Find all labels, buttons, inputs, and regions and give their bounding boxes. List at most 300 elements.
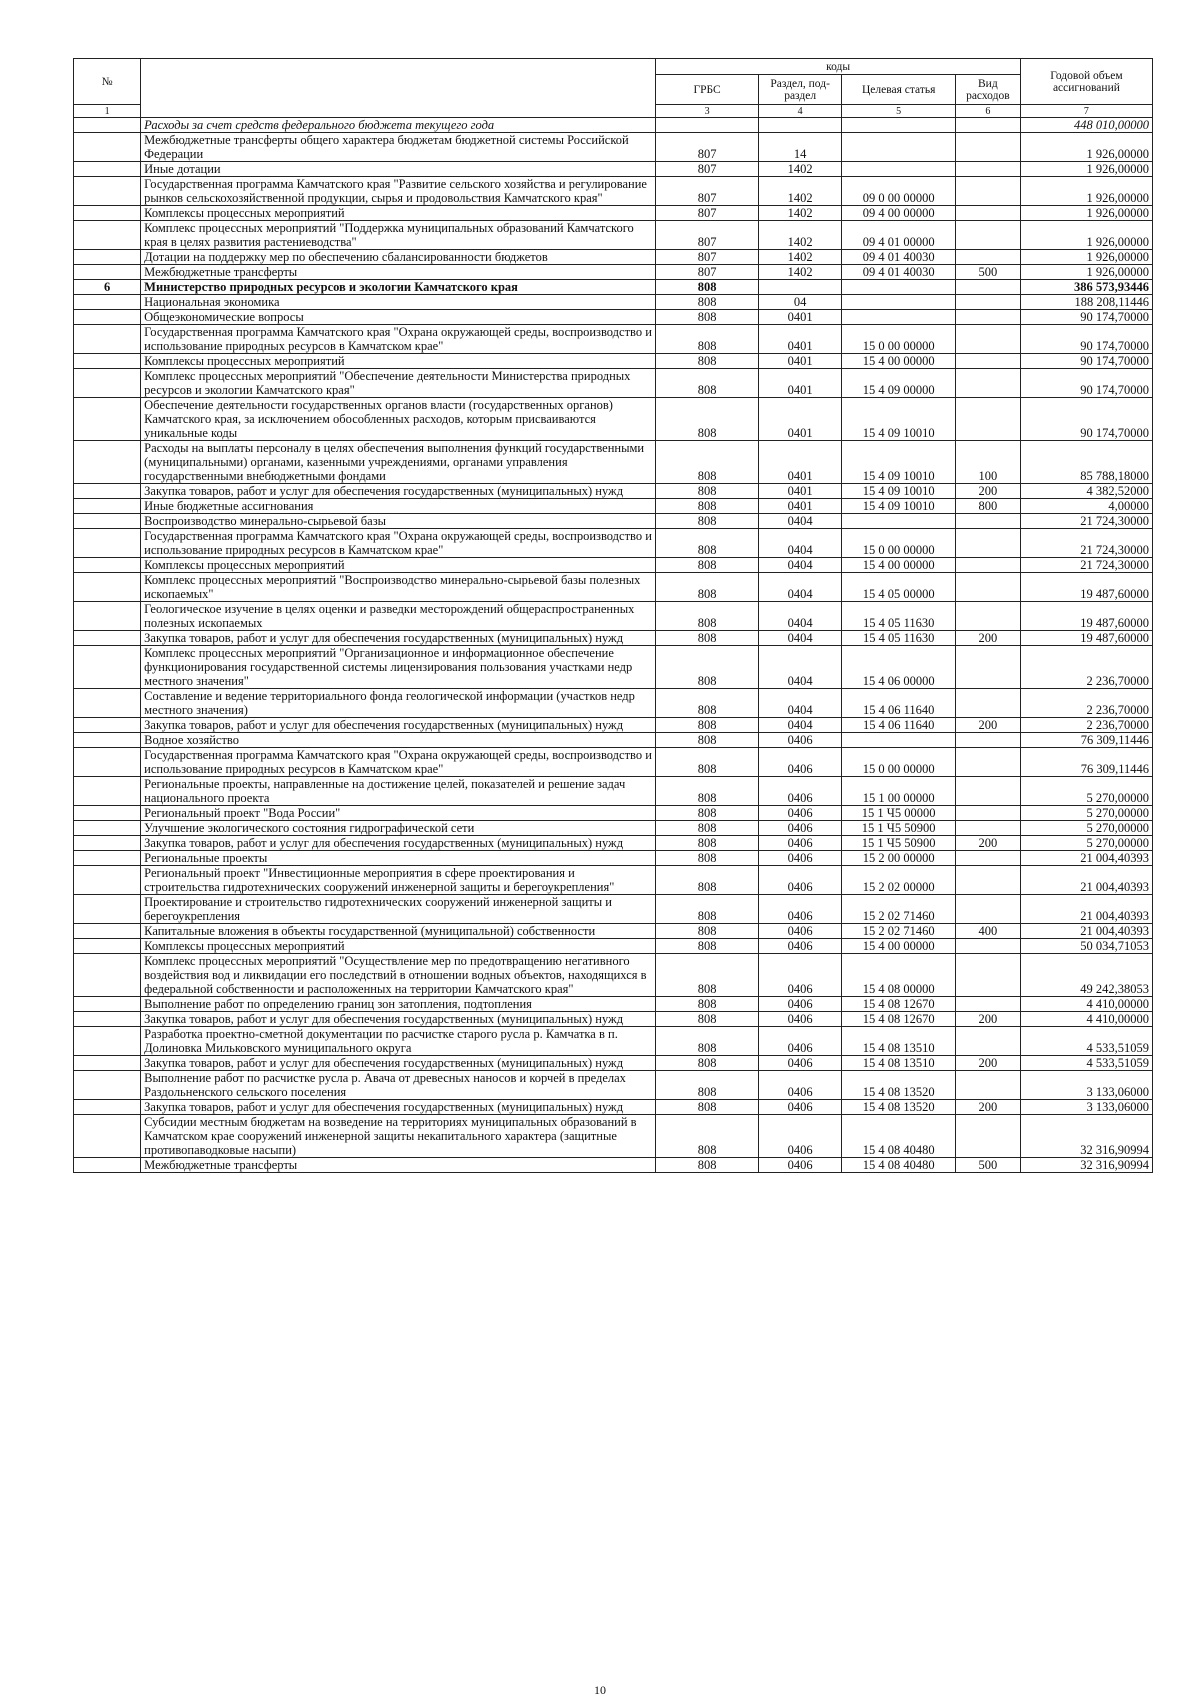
row-target-cell: 15 1 Ч5 50900 <box>842 836 955 851</box>
row-type-cell <box>955 821 1020 836</box>
table-row <box>74 162 1153 177</box>
row-grbs-cell: 808 <box>656 369 758 398</box>
row-type-cell: 200 <box>955 1012 1020 1027</box>
row-num-cell <box>74 1158 141 1173</box>
row-type-cell <box>955 997 1020 1012</box>
row-section-cell: 1402 <box>758 221 842 250</box>
row-section-cell: 0406 <box>758 895 842 924</box>
row-num-cell <box>74 851 141 866</box>
row-grbs-cell: 807 <box>656 162 758 177</box>
row-amount-cell: 448 010,00000 <box>1020 118 1152 133</box>
row-target-cell <box>842 310 955 325</box>
row-amount-cell: 76 309,11446 <box>1020 748 1152 777</box>
row-target-cell: 15 2 02 00000 <box>842 866 955 895</box>
row-type-cell <box>955 866 1020 895</box>
row-grbs-cell: 808 <box>656 689 758 718</box>
row-section-cell: 0406 <box>758 1115 842 1158</box>
header-num: № <box>74 59 141 105</box>
row-grbs-cell: 808 <box>656 310 758 325</box>
table-row <box>74 866 1153 895</box>
row-name-cell: Межбюджетные трансферты <box>141 265 656 280</box>
header-grbs: ГРБС <box>656 75 758 105</box>
row-name-cell: Закупка товаров, работ и услуг для обеспечения государственных (муниципальных) нужд <box>141 836 656 851</box>
row-name-cell: Составление и ведение территориального фонда геологической информации (участков недр местного значения) <box>141 689 656 718</box>
row-type-cell: 200 <box>955 1056 1020 1071</box>
row-name-cell: Водное хозяйство <box>141 733 656 748</box>
table-row <box>74 118 1153 133</box>
row-type-cell <box>955 748 1020 777</box>
row-num-cell <box>74 206 141 221</box>
row-target-cell: 15 4 08 12670 <box>842 997 955 1012</box>
table-row <box>74 1027 1153 1056</box>
row-amount-cell: 1 926,00000 <box>1020 133 1152 162</box>
row-type-cell <box>955 177 1020 206</box>
table-row <box>74 177 1153 206</box>
row-amount-cell: 2 236,70000 <box>1020 646 1152 689</box>
row-name-cell: Региональные проекты <box>141 851 656 866</box>
row-section-cell: 0406 <box>758 1071 842 1100</box>
row-target-cell: 15 4 08 13510 <box>842 1056 955 1071</box>
row-section-cell: 0406 <box>758 954 842 997</box>
row-target-cell: 15 4 05 11630 <box>842 602 955 631</box>
row-amount-cell: 5 270,00000 <box>1020 777 1152 806</box>
row-num-cell <box>74 924 141 939</box>
column-number: 5 <box>842 105 955 118</box>
row-amount-cell: 49 242,38053 <box>1020 954 1152 997</box>
row-num-cell <box>74 133 141 162</box>
table-row <box>74 514 1153 529</box>
row-grbs-cell: 808 <box>656 1115 758 1158</box>
row-type-cell <box>955 354 1020 369</box>
row-num-cell <box>74 866 141 895</box>
row-grbs-cell: 808 <box>656 997 758 1012</box>
row-type-cell: 200 <box>955 1100 1020 1115</box>
row-amount-cell: 21 004,40393 <box>1020 851 1152 866</box>
row-num-cell: 6 <box>74 280 141 295</box>
table-row <box>74 221 1153 250</box>
row-target-cell: 09 0 00 00000 <box>842 177 955 206</box>
row-type-cell: 200 <box>955 718 1020 733</box>
row-type-cell <box>955 895 1020 924</box>
row-grbs-cell: 808 <box>656 398 758 441</box>
row-type-cell <box>955 851 1020 866</box>
row-target-cell: 15 4 06 11640 <box>842 718 955 733</box>
row-num-cell <box>74 939 141 954</box>
table-header <box>74 59 1153 118</box>
table-row <box>74 398 1153 441</box>
row-grbs-cell: 808 <box>656 1158 758 1173</box>
row-target-cell: 09 4 01 40030 <box>842 265 955 280</box>
row-section-cell: 0401 <box>758 484 842 499</box>
row-target-cell <box>842 162 955 177</box>
row-grbs-cell: 808 <box>656 939 758 954</box>
row-amount-cell: 85 788,18000 <box>1020 441 1152 484</box>
row-num-cell <box>74 1027 141 1056</box>
table-row <box>74 558 1153 573</box>
row-name-cell: Государственная программа Камчатского края "Охрана окружающей среды, воспроизводство и использование природных ресурсов в Камчатском крае" <box>141 325 656 354</box>
table-row <box>74 484 1153 499</box>
row-num-cell <box>74 221 141 250</box>
header-codes: коды <box>656 59 1020 75</box>
row-num-cell <box>74 895 141 924</box>
row-amount-cell: 5 270,00000 <box>1020 806 1152 821</box>
row-grbs-cell: 808 <box>656 514 758 529</box>
row-target-cell <box>842 733 955 748</box>
table-row <box>74 250 1153 265</box>
row-target-cell: 15 4 08 12670 <box>842 1012 955 1027</box>
row-section-cell: 0406 <box>758 997 842 1012</box>
row-amount-cell: 21 724,30000 <box>1020 514 1152 529</box>
row-name-cell: Государственная программа Камчатского края "Охрана окружающей среды, воспроизводство и использование природных ресурсов в Камчатском крае" <box>141 529 656 558</box>
table-row <box>74 806 1153 821</box>
table-row <box>74 689 1153 718</box>
row-grbs-cell: 808 <box>656 806 758 821</box>
row-target-cell: 15 4 08 13520 <box>842 1071 955 1100</box>
row-amount-cell: 4 533,51059 <box>1020 1027 1152 1056</box>
row-amount-cell: 3 133,06000 <box>1020 1100 1152 1115</box>
row-name-cell: Разработка проектно-сметной документации по расчистке старого русла р. Камчатка в п. Долиновка Мильковского муниципального округа <box>141 1027 656 1056</box>
row-name-cell: Комплекс процессных мероприятий "Воспроизводство минерально-сырьевой базы полезных ископаемых" <box>141 573 656 602</box>
row-target-cell: 15 2 00 00000 <box>842 851 955 866</box>
table-row <box>74 997 1153 1012</box>
row-amount-cell: 32 316,90994 <box>1020 1115 1152 1158</box>
table-row <box>74 602 1153 631</box>
row-section-cell: 1402 <box>758 250 842 265</box>
row-type-cell <box>955 954 1020 997</box>
row-grbs-cell: 807 <box>656 265 758 280</box>
row-section-cell: 0406 <box>758 1027 842 1056</box>
page-number: 10 <box>594 1683 606 1697</box>
row-target-cell: 15 1 00 00000 <box>842 777 955 806</box>
row-name-cell: Иные дотации <box>141 162 656 177</box>
row-name-cell: Общеэкономические вопросы <box>141 310 656 325</box>
row-section-cell: 0404 <box>758 602 842 631</box>
row-amount-cell: 90 174,70000 <box>1020 310 1152 325</box>
row-target-cell: 15 4 09 00000 <box>842 369 955 398</box>
row-grbs-cell: 808 <box>656 354 758 369</box>
row-section-cell: 0404 <box>758 529 842 558</box>
row-type-cell <box>955 295 1020 310</box>
row-name-cell: Капитальные вложения в объекты государственной (муниципальной) собственности <box>141 924 656 939</box>
row-section-cell: 0401 <box>758 354 842 369</box>
row-amount-cell: 21 004,40393 <box>1020 895 1152 924</box>
row-type-cell: 800 <box>955 499 1020 514</box>
budget-page <box>73 58 1153 1173</box>
row-name-cell: Министерство природных ресурсов и экологии Камчатского края <box>141 280 656 295</box>
row-name-cell: Воспроизводство минерально-сырьевой базы <box>141 514 656 529</box>
row-target-cell: 15 0 00 00000 <box>842 529 955 558</box>
row-type-cell <box>955 325 1020 354</box>
row-name-cell: Национальная экономика <box>141 295 656 310</box>
table-row <box>74 777 1153 806</box>
row-name-cell: Региональный проект "Вода России" <box>141 806 656 821</box>
row-num-cell <box>74 441 141 484</box>
row-section-cell: 0406 <box>758 866 842 895</box>
row-grbs-cell: 808 <box>656 529 758 558</box>
table-row <box>74 354 1153 369</box>
row-name-cell: Комплексы процессных мероприятий <box>141 939 656 954</box>
row-section-cell: 0404 <box>758 631 842 646</box>
row-type-cell <box>955 206 1020 221</box>
row-amount-cell: 76 309,11446 <box>1020 733 1152 748</box>
row-grbs-cell: 808 <box>656 851 758 866</box>
row-type-cell <box>955 250 1020 265</box>
row-num-cell <box>74 718 141 733</box>
table-row <box>74 206 1153 221</box>
row-name-cell: Межбюджетные трансферты общего характера бюджетам бюджетной системы Российской Федерации <box>141 133 656 162</box>
row-num-cell <box>74 295 141 310</box>
row-section-cell: 0404 <box>758 514 842 529</box>
row-target-cell <box>842 133 955 162</box>
table-row <box>74 1115 1153 1158</box>
header-name-blank <box>141 59 656 118</box>
column-number: 1 <box>74 105 141 118</box>
row-target-cell: 09 4 01 40030 <box>842 250 955 265</box>
row-target-cell: 15 4 05 11630 <box>842 631 955 646</box>
table-row <box>74 1158 1153 1173</box>
table-row <box>74 325 1153 354</box>
row-target-cell: 15 4 09 10010 <box>842 499 955 514</box>
row-amount-cell: 1 926,00000 <box>1020 206 1152 221</box>
row-name-cell: Комплексы процессных мероприятий <box>141 354 656 369</box>
row-amount-cell: 3 133,06000 <box>1020 1071 1152 1100</box>
header-expense-type: Вид расходов <box>955 75 1020 105</box>
row-type-cell <box>955 514 1020 529</box>
row-name-cell: Комплекс процессных мероприятий "Поддержка муниципальных образований Камчатского края в целях развития растениеводства" <box>141 221 656 250</box>
row-target-cell: 15 4 08 40480 <box>842 1115 955 1158</box>
row-grbs-cell: 808 <box>656 1100 758 1115</box>
row-section-cell: 0406 <box>758 836 842 851</box>
row-type-cell <box>955 162 1020 177</box>
header-target: Целевая статья <box>842 75 955 105</box>
row-grbs-cell: 808 <box>656 836 758 851</box>
row-section-cell: 1402 <box>758 206 842 221</box>
row-grbs-cell: 808 <box>656 646 758 689</box>
row-amount-cell: 19 487,60000 <box>1020 631 1152 646</box>
row-target-cell <box>842 295 955 310</box>
row-section-cell <box>758 280 842 295</box>
table-row <box>74 851 1153 866</box>
row-grbs-cell: 808 <box>656 484 758 499</box>
row-type-cell <box>955 1115 1020 1158</box>
row-section-cell: 0406 <box>758 733 842 748</box>
row-amount-cell: 4 382,52000 <box>1020 484 1152 499</box>
row-num-cell <box>74 250 141 265</box>
row-num-cell <box>74 1100 141 1115</box>
row-section-cell: 1402 <box>758 177 842 206</box>
row-name-cell: Государственная программа Камчатского края "Охрана окружающей среды, воспроизводство и использование природных ресурсов в Камчатском крае" <box>141 748 656 777</box>
row-amount-cell: 5 270,00000 <box>1020 836 1152 851</box>
row-target-cell: 15 2 02 71460 <box>842 924 955 939</box>
row-name-cell: Региональные проекты, направленные на достижение целей, показателей и решение задач национального проекта <box>141 777 656 806</box>
table-row <box>74 1100 1153 1115</box>
row-grbs-cell: 808 <box>656 558 758 573</box>
row-grbs-cell: 808 <box>656 748 758 777</box>
row-section-cell: 0404 <box>758 573 842 602</box>
row-amount-cell: 188 208,11446 <box>1020 295 1152 310</box>
row-amount-cell: 19 487,60000 <box>1020 573 1152 602</box>
table-row <box>74 441 1153 484</box>
row-grbs-cell: 808 <box>656 954 758 997</box>
row-amount-cell: 4 410,00000 <box>1020 997 1152 1012</box>
row-amount-cell: 90 174,70000 <box>1020 369 1152 398</box>
row-section-cell: 0401 <box>758 310 842 325</box>
row-amount-cell: 21 724,30000 <box>1020 529 1152 558</box>
row-section-cell: 0406 <box>758 1056 842 1071</box>
row-section-cell: 0406 <box>758 1158 842 1173</box>
row-num-cell <box>74 354 141 369</box>
row-type-cell <box>955 118 1020 133</box>
row-grbs-cell <box>656 118 758 133</box>
table-row <box>74 924 1153 939</box>
row-section-cell: 04 <box>758 295 842 310</box>
row-section-cell: 0401 <box>758 398 842 441</box>
row-amount-cell: 90 174,70000 <box>1020 398 1152 441</box>
row-grbs-cell: 808 <box>656 866 758 895</box>
row-amount-cell: 4 410,00000 <box>1020 1012 1152 1027</box>
row-section-cell: 14 <box>758 133 842 162</box>
row-amount-cell: 21 724,30000 <box>1020 558 1152 573</box>
row-section-cell: 0406 <box>758 806 842 821</box>
row-type-cell <box>955 398 1020 441</box>
row-type-cell <box>955 939 1020 954</box>
table-row <box>74 646 1153 689</box>
row-section-cell: 0406 <box>758 924 842 939</box>
row-num-cell <box>74 646 141 689</box>
table-body <box>74 118 1153 1173</box>
row-name-cell: Государственная программа Камчатского края "Развитие сельского хозяйства и регулирование рынков сельскохозяйственной продукции, сырья и продовольствия Камчатского края" <box>141 177 656 206</box>
row-section-cell: 0404 <box>758 558 842 573</box>
row-num-cell <box>74 806 141 821</box>
row-grbs-cell: 808 <box>656 631 758 646</box>
row-target-cell: 15 4 08 00000 <box>842 954 955 997</box>
row-name-cell: Иные бюджетные ассигнования <box>141 499 656 514</box>
row-target-cell: 15 1 Ч5 50900 <box>842 821 955 836</box>
row-num-cell <box>74 177 141 206</box>
row-amount-cell: 50 034,71053 <box>1020 939 1152 954</box>
row-grbs-cell: 808 <box>656 1056 758 1071</box>
row-target-cell: 09 4 01 00000 <box>842 221 955 250</box>
row-type-cell: 200 <box>955 836 1020 851</box>
row-section-cell: 0401 <box>758 369 842 398</box>
header-annual: Годовой объем ассигнований <box>1020 59 1152 105</box>
row-amount-cell: 1 926,00000 <box>1020 162 1152 177</box>
row-type-cell: 500 <box>955 1158 1020 1173</box>
row-num-cell <box>74 689 141 718</box>
row-name-cell: Проектирование и строительство гидротехнических сооружений инженерной защиты и берегоукрепления <box>141 895 656 924</box>
row-target-cell: 15 4 00 00000 <box>842 558 955 573</box>
row-name-cell: Закупка товаров, работ и услуг для обеспечения государственных (муниципальных) нужд <box>141 484 656 499</box>
row-num-cell <box>74 325 141 354</box>
column-number: 7 <box>1020 105 1152 118</box>
table-row <box>74 821 1153 836</box>
row-num-cell <box>74 310 141 325</box>
row-amount-cell: 21 004,40393 <box>1020 924 1152 939</box>
row-num-cell <box>74 733 141 748</box>
row-amount-cell: 5 270,00000 <box>1020 821 1152 836</box>
row-grbs-cell: 808 <box>656 733 758 748</box>
row-target-cell: 15 4 08 13520 <box>842 1100 955 1115</box>
row-type-cell <box>955 777 1020 806</box>
row-grbs-cell: 808 <box>656 777 758 806</box>
row-type-cell <box>955 689 1020 718</box>
row-name-cell: Выполнение работ по определению границ зон затопления, подтопления <box>141 997 656 1012</box>
row-amount-cell: 1 926,00000 <box>1020 265 1152 280</box>
row-grbs-cell: 807 <box>656 250 758 265</box>
row-grbs-cell: 808 <box>656 295 758 310</box>
row-grbs-cell: 808 <box>656 499 758 514</box>
row-type-cell <box>955 1027 1020 1056</box>
column-number: 6 <box>955 105 1020 118</box>
row-name-cell: Комплекс процессных мероприятий "Организационное и информационное обеспечение функционирования государственной системы лицензирования пользования участками недр местного значения" <box>141 646 656 689</box>
row-name-cell: Расходы за счет средств федерального бюджета текущего года <box>141 118 656 133</box>
table-row <box>74 718 1153 733</box>
row-name-cell: Межбюджетные трансферты <box>141 1158 656 1173</box>
row-target-cell: 15 4 06 00000 <box>842 646 955 689</box>
table-row <box>74 733 1153 748</box>
row-target-cell: 15 1 Ч5 00000 <box>842 806 955 821</box>
row-name-cell: Дотации на поддержку мер по обеспечению сбалансированности бюджетов <box>141 250 656 265</box>
row-amount-cell: 90 174,70000 <box>1020 354 1152 369</box>
row-num-cell <box>74 529 141 558</box>
row-num-cell <box>74 499 141 514</box>
row-num-cell <box>74 265 141 280</box>
row-amount-cell: 1 926,00000 <box>1020 250 1152 265</box>
row-grbs-cell: 808 <box>656 821 758 836</box>
row-target-cell: 15 4 08 40480 <box>842 1158 955 1173</box>
row-type-cell <box>955 806 1020 821</box>
row-name-cell: Субсидии местным бюджетам на возведение на территориях муниципальных образований в Камчатском крае сооружений инженерной защиты некапитального характера (защитные противопаводковые насыпи) <box>141 1115 656 1158</box>
row-num-cell <box>74 484 141 499</box>
table-row <box>74 748 1153 777</box>
column-number: 3 <box>656 105 758 118</box>
table-row <box>74 1056 1153 1071</box>
row-type-cell: 200 <box>955 631 1020 646</box>
row-num-cell <box>74 1071 141 1100</box>
row-type-cell <box>955 573 1020 602</box>
row-num-cell <box>74 777 141 806</box>
row-target-cell <box>842 514 955 529</box>
row-type-cell <box>955 529 1020 558</box>
row-name-cell: Региональный проект "Инвестиционные мероприятия в сфере проектирования и строительства гидротехнических сооружений инженерной защиты и берегоукрепления" <box>141 866 656 895</box>
row-section-cell <box>758 118 842 133</box>
row-num-cell <box>74 514 141 529</box>
row-num-cell <box>74 631 141 646</box>
row-type-cell: 100 <box>955 441 1020 484</box>
row-target-cell: 15 4 09 10010 <box>842 398 955 441</box>
row-amount-cell: 1 926,00000 <box>1020 221 1152 250</box>
row-name-cell: Комплекс процессных мероприятий "Обеспечение деятельности Министерства природных ресурсов и экологии Камчатского края" <box>141 369 656 398</box>
row-name-cell: Геологическое изучение в целях оценки и разведки месторождений общераспространенных полезных ископаемых <box>141 602 656 631</box>
table-row <box>74 939 1153 954</box>
table-row <box>74 631 1153 646</box>
column-number: 4 <box>758 105 842 118</box>
row-num-cell <box>74 573 141 602</box>
row-amount-cell: 32 316,90994 <box>1020 1158 1152 1173</box>
row-name-cell: Закупка товаров, работ и услуг для обеспечения государственных (муниципальных) нужд <box>141 631 656 646</box>
row-num-cell <box>74 748 141 777</box>
row-section-cell: 0406 <box>758 748 842 777</box>
row-target-cell: 15 4 09 10010 <box>842 441 955 484</box>
table-row <box>74 1012 1153 1027</box>
row-num-cell <box>74 162 141 177</box>
row-target-cell: 15 2 02 71460 <box>842 895 955 924</box>
row-grbs-cell: 808 <box>656 441 758 484</box>
row-section-cell: 0404 <box>758 646 842 689</box>
table-row <box>74 529 1153 558</box>
row-section-cell: 0406 <box>758 851 842 866</box>
row-type-cell <box>955 733 1020 748</box>
